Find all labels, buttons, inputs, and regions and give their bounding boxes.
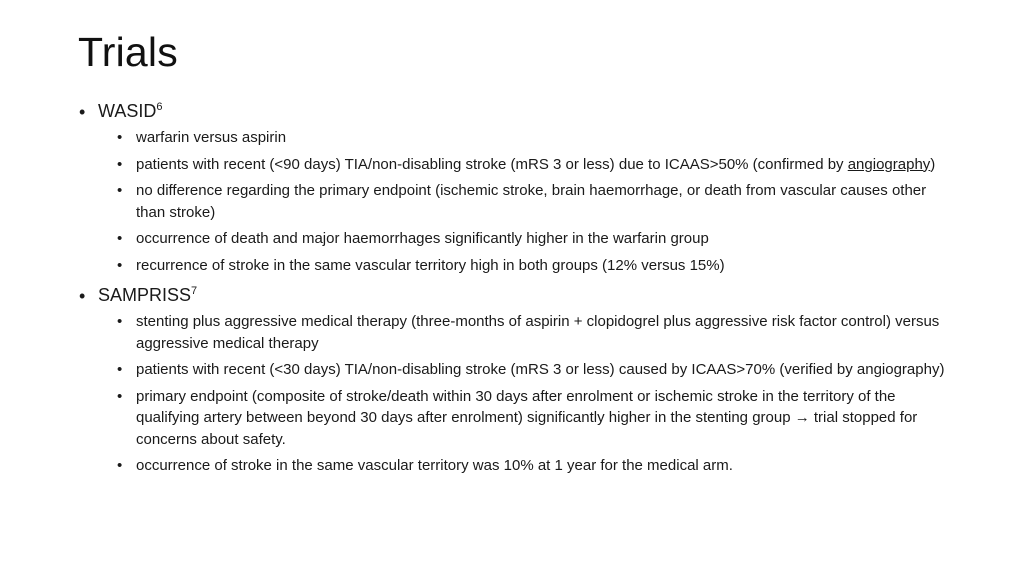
- list-item-text: primary endpoint (composite of stroke/death within 30 days after enrolment or ischemic stroke in the territory of the qualifying artery between beyond 30 days after enrolment) significantly higher in the stenting group → trial stopped for concerns about safety.: [136, 387, 918, 448]
- list-item-text: no difference regarding the primary endpoint (ischemic stroke, brain haemorrhage, or death from vascular causes other than stroke): [136, 182, 927, 221]
- list-item-text-part: patients with recent (<90 days) TIA/non-disabling stroke (mRS 3 or less) due to ICAAS>50% (confirmed by: [136, 155, 848, 173]
- list-item-text-part: ): [930, 155, 936, 173]
- bullet-icon: •: [79, 286, 86, 306]
- slide-body: [76, 98, 956, 482]
- list-item-text: recurrence of stroke in the same vascular territory high in both groups (12% versus 15%): [136, 256, 725, 274]
- bullet-icon: •: [117, 256, 123, 274]
- bullet-icon: •: [117, 313, 123, 330]
- list-item: [114, 154, 956, 176]
- section-heading: [98, 98, 956, 124]
- list-item-text: occurrence of death and major haemorrhages significantly higher in the warfarin group: [136, 230, 709, 247]
- list-item: [114, 180, 956, 223]
- section-heading: [98, 282, 956, 308]
- bullet-icon: •: [117, 155, 123, 173]
- list-item: [114, 228, 956, 250]
- slide-title: Trials: [78, 29, 178, 75]
- section-title: WASID: [98, 101, 157, 121]
- underlined-term: angiography: [847, 155, 931, 173]
- sub-list: [114, 127, 956, 276]
- section-title: SAMPRISS: [98, 285, 192, 305]
- list-item: [114, 311, 956, 354]
- list-item: [114, 255, 956, 277]
- list-item: [114, 127, 956, 149]
- list-item: [114, 455, 956, 477]
- list-item-text: [136, 156, 935, 173]
- citation-ref: 7: [191, 285, 198, 297]
- list-item: [114, 359, 956, 381]
- bullet-icon: •: [117, 387, 123, 405]
- list-item-text: occurrence of stroke in the same vascular territory was 10% at 1 year for the medical arm.: [136, 457, 733, 474]
- bullet-icon: •: [117, 361, 123, 378]
- sub-list: [114, 311, 956, 477]
- list-item-text: stenting plus aggressive medical therapy (three-months of aspirin + clopidogrel plus aggressive risk factor control) versus aggressive medical therapy: [136, 313, 940, 352]
- list-item-text: patients with recent (<30 days) TIA/non-disabling stroke (mRS 3 or less) caused by ICAAS>70% (verified by angiography): [136, 361, 945, 378]
- bullet-icon: •: [117, 129, 123, 146]
- section-sampriss: [76, 282, 956, 477]
- bullet-icon: •: [117, 457, 123, 474]
- bullet-icon: •: [117, 182, 123, 199]
- list-item-text: warfarin versus aspirin: [136, 129, 287, 146]
- bullet-icon: •: [79, 102, 86, 122]
- list-item: [114, 386, 956, 451]
- section-wasid: [76, 98, 956, 276]
- citation-ref: 6: [156, 101, 163, 113]
- bullet-icon: •: [117, 230, 123, 247]
